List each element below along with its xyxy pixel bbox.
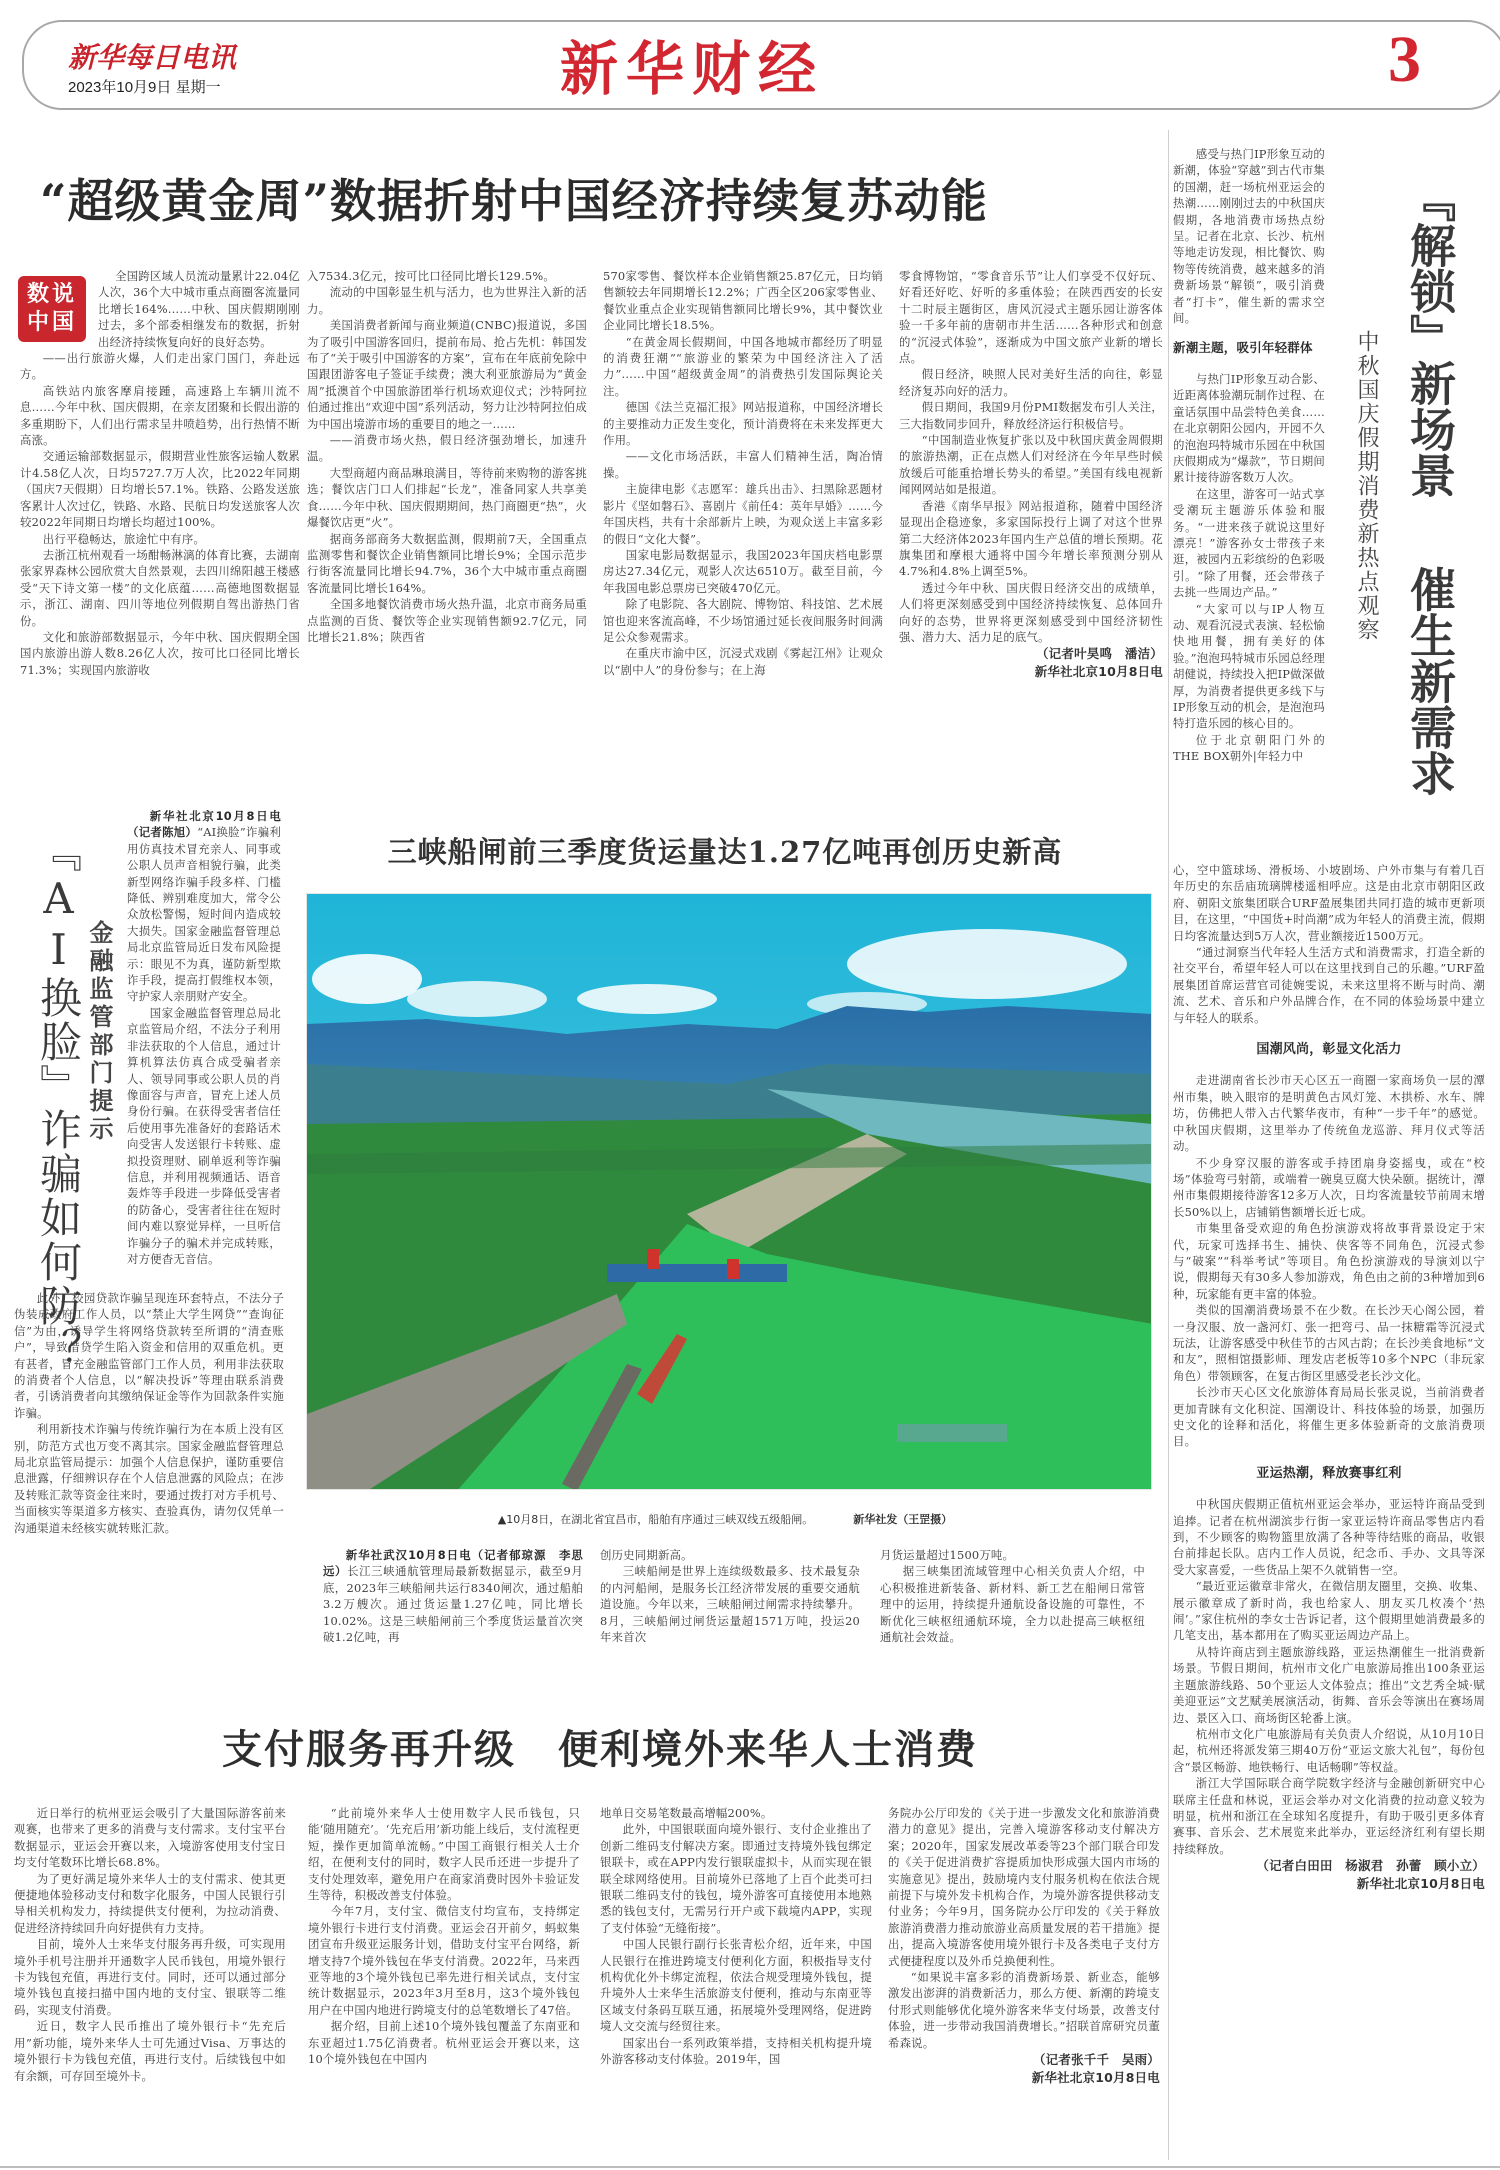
lead-col1-para: ——出行旅游火爆，人们走出家门国门，奔赴远方。 — [20, 351, 300, 382]
ai-story-wide — [14, 1290, 284, 1536]
lead-col3-para: ——文化市场活跃，丰富人们精神生活，陶冶情操。 — [603, 449, 883, 480]
right-section1-wide — [1173, 862, 1485, 1893]
payment-para: 地单日交易笔数最高增幅200%。 — [600, 1806, 773, 1820]
right-s2-para: 走进湖南省长沙市天心区五一商圈一家商场负一层的潭州市集，映入眼帘的是明黄色古风灯笼、木拱桥、水车、牌坊，仿佛把人带入古代繁华夜市，有种“一步千年”的感觉。中秋国庆假期，这里举办了传统鱼龙巡游、拜月仪式等活动。 — [1173, 1073, 1485, 1154]
ai-scam-title: 『AI换脸』诈骗如何防？ — [34, 830, 83, 1372]
photo-story-dateline: 新华社武汉10月8日电（记者郁琼源 李思远） — [323, 1548, 583, 1579]
right-s1-para: 与热门IP形象互动合影、近距离体验潮玩制作过程、在童话氛围中品尝特色美食……在北京朝阳公园内，开园不久的泡泡玛特城市乐园在中秋国庆假期成为“爆款”，节日期间累计接待游客数万人次。 — [1173, 371, 1325, 485]
issue-date: 2023年10月9日 星期一 — [68, 79, 221, 96]
right-s2-para: 类似的国潮消费场景不在少数。在长沙天心阁公园，着一身汉服、放一盏河灯、张一把弯弓、品一抹糖霜等沉浸式玩法，让游客感受中秋佳节的古风古韵；在长沙美食地标“文和友”，照相馆摄影师、理发店老板等10多个NPC（非玩家角色）带领顾客，在复古街区里感受老长沙文化。 — [1173, 1303, 1485, 1383]
lead-col2-para: 全国多地餐饮消费市场火热升温，北京市商务局重点监测的百货、餐饮等企业实现销售额92.7亿元，同比增长21.8%；陕西省 — [307, 597, 587, 644]
page-bottom-rule — [0, 2166, 1500, 2168]
right-story-subtitle: 中秋国庆假期消费新热点观察 — [1354, 330, 1379, 642]
lead-dateline: 新华社北京10月8日电 — [1034, 664, 1163, 680]
lead-col2-para: 据商务部商务大数据监测，假期前7天，全国重点监测零售和餐饮企业销售额同比增长9%；全国示范步行街客流量同比增长94.7%，36个大中城市重点商圈客流量同比增长164%。 — [307, 531, 587, 595]
lead-col3-para: “在黄金周长假期间，中国各地城市都经历了明显的消费狂潮”“旅游业的繁荣为中国经济注入了活力”……中国“超级黄金周”的消费热引发国际舆论关注。 — [603, 334, 883, 398]
three-gorges-photo — [306, 893, 1152, 1490]
lead-col1-para: 交通运输部数据显示，假期营业性旅客运输人数累计4.58亿人次，日均5727.7万人次，比2022年同期（国庆7天假期）日均增长57.1%。铁路、公路发送旅客累计人次过亿，铁路、水路、民航日均发送旅客人次较2022年同期日均增长均超过100%。 — [20, 449, 300, 530]
lead-col1-para: 文化和旅游部数据显示，今年中秋、国庆假期全国国内旅游出游人数8.26亿人次，按可比口径同比增长71.3%；实现国内旅游收 — [20, 629, 300, 677]
lead-col3-para: 主旋律电影《志愿军：雄兵出击》、扫黑除恶题材影片《坚如磐石》、喜剧片《前任4：英年早婚》……今年国庆档，共有十余部新片上映，为观众送上丰富多彩的假日“文化大餐”。 — [603, 482, 883, 546]
right-s3-para: 杭州市文化广电旅游局有关负责人介绍说，从10月10日起，杭州还将派发第三期40万份“亚运文旅大礼包”，每份包含“景区畅游、地铁畅行、电话畅聊”等权益。 — [1173, 1726, 1485, 1774]
right-story-title-bottom: 催生新需求 — [1403, 566, 1457, 796]
lead-col2-para: ——消费市场火热，假日经济强劲增长，加速升温。 — [307, 433, 587, 464]
lead-col2-para: 大型商超内商品琳琅满目，等待前来购物的游客挑选；餐饮店门口人们排起“长龙”，准备同家人共享美食……今年中秋、国庆假期期间，热门商圈更“热”，火爆餐饮店更“火”。 — [307, 465, 587, 530]
ai-para: “AI换脸”诈骗利用仿真技术冒充亲人、同事或公职人员声音相貌行骗，此类新型网络诈骗手段多样、门槛降低、辨别难度加大，常令公众放松警惕，短时间内造成较大损失。国家金融监督管理总局北京监管局近日发布风险提示：眼见不为真，谨防新型欺诈手段，提高打假维权本领，守护家人亲朋财产安全。 — [127, 825, 281, 1004]
payment-para: 务院办公厅印发的《关于进一步激发文化和旅游消费潜力的意见》提出，完善入境游客移动支付解决方案；2020年，国家发展改革委等23个部门联合印发的《关于促进消费扩容提质加快形成强大国内市场的实施意见》提出，鼓励境内支付服务机构在依法合规前提下与境外发卡机构合作，为境外游客提供移动支付业务；今年9月，国务院办公厅印发的《关于释放旅游消费潜力推动旅游业高质量发展的若干措施》提出，提高入境游客使用境外银行卡及各类电子支付方式便捷程度以及外币兑换便利性。 — [888, 1806, 1160, 1968]
photo-story-col3 — [880, 1547, 1145, 1645]
lead-col4-para: 香港《南华早报》网站报道称，随着中国经济显现出企稳迹象，多家国际投行上调了对这个世界第二大经济体2023年国内生产总值的增长预期。花旗集团和摩根大通将中国今年增长率预测分别从4.7%和4.8%上调至5%。 — [899, 498, 1163, 579]
payment-headline: 支付服务再升级 便利境外来华人士消费 — [222, 1726, 978, 1773]
payment-col4 — [888, 1805, 1160, 2087]
payment-para: 近日举行的杭州亚运会吸引了大量国际游客前来观赛，也带来了更多的消费与支付需求。支付宝平台数据显示，亚运会开赛以来，入境游客使用支付宝日均支付笔数环比增长68.8%。 — [14, 1806, 286, 1870]
lead-col1-para: 全国跨区域人员流动量累计22.04亿人次，36个大中城市重点商圈客流量同比增长164%……中秋、国庆假期刚刚过去，多个部委相继发布的数据，折射出经济持续恢复向好的良好态势。 — [98, 269, 300, 349]
lead-col4-para: 假日经济，映照人民对美好生活的向往，彰显经济复苏向好的活力。 — [899, 367, 1163, 398]
newspaper-brand: 新华每日电讯 — [68, 41, 237, 74]
ai-para: 国家金融监督管理总局北京监管局介绍，不法分子利用非法获取的个人信息，通过计算机算法仿真合成受骗者亲人、领导同事或公职人员的肖像面容与声音，冒充上述人员身份行骗。在获得受害者信任后使用事先准备好的套路话术向受害人发送银行卡转账、虚拟投资理财、刷单返利等诈骗信息，并利用视频通话、语音轰炸等手段进一步降低受害者的防备心，受害者往往在短时间内难以察觉异样，一旦听信诈骗分子的骗术并完成转账，对方便杳无音信。 — [127, 1005, 281, 1266]
photo-credit: 新华社发（王罡摄） — [853, 1513, 953, 1526]
payment-col3 — [600, 1805, 872, 2068]
photo-story-col1 — [323, 1547, 583, 1645]
photo-caption — [300, 1511, 1150, 1527]
payment-para: 今年7月，支付宝、微信支付均宣布，支持绑定境外银行卡进行支付消费。亚运会召开前夕，蚂蚁集团宣布升级亚运服务计划，借助支付宝平台网络，新增支持7个境外钱包在华支付消费。2022年，马来西亚等地的3个境外钱包已率先进行相关试点，支付宝统计数据显示，2023年3月至8月，这3个境外钱包用户在中国内地进行跨境支付的总笔数增长了47倍。 — [308, 1904, 580, 2017]
photo-story-para: 据三峡集团流域管理中心相关负责人介绍，中心积极推进新装备、新材料、新工艺在船闸日常管理中的运用，持续提升通航设备设施的可靠性，不断优化三峡枢纽通航环境，全力以赴提高三峡枢纽通航社会效益。 — [880, 1564, 1145, 1645]
right-s1-para: 在这里，游客可一站式享受潮玩主题游乐体验和服务。“一进来孩子就说这里好漂亮！”游客孙女士带孩子来逛，被园内五彩缤纷的色彩吸引。“除了用餐，还会带孩子去挑一些周边产品。” — [1173, 486, 1325, 600]
photo-story-col2 — [600, 1547, 860, 1645]
ai-para: 此外，校园贷款诈骗呈现连环套特点，不法分子伪装成政府工作人员，以“禁止大学生网贷”“查询征信”为由，诱导学生将网络贷款转至所谓的“清查账户”，导致借贷学生陷入资金和信用的双重危机。更有甚者，冒充金融监管部门工作人员，利用非法获取的消费者个人信息，以“解决投诉”等理由联系消费者，引诱消费者向其缴纳保证金等作为回款条件实施诈骗。 — [14, 1291, 284, 1420]
payment-para: 目前，境外人士来华支付服务再升级，可实现用境外手机号注册并开通数字人民币钱包，用境外银行卡为钱包充值，再进行支付。同时，还可以通过部分境外钱包直接扫描中国内地的支付宝、银联等二维码，实现支付消费。 — [14, 1937, 286, 2017]
right-intro-para: 感受与热门IP形象互动的新潮，体验“穿越”到古代市集的国潮，赶一场杭州亚运会的热潮……刚刚过去的中秋国庆假期，各地消费市场热点纷呈。记者在北京、长沙、杭州等地走访发现，相比餐饮、购物等传统消费，越来越多的消费新场景“解锁”，吸引消费者“打卡”，催生新的需求空间。 — [1173, 147, 1325, 326]
page-number: 3 — [1388, 23, 1421, 96]
right-s3-para: 浙江大学国际联合商学院数字经济与金融创新研究中心联席主任盘和林说，亚运会举办对文化消费的拉动意义较为明显，杭州和浙江在全球知名度提升，有助于吸引更多体育赛事、音乐会、艺术展览来此举办，亚运经济红利有望长期持续释放。 — [1173, 1776, 1485, 1856]
ai-dateline: 新华社北京10月8日电（记者陈旭） — [127, 809, 281, 840]
payment-para: “此前境外来华人士使用数字人民币钱包，只能‘随用随充’。‘先充后用’新功能上线后，支付流程更短，操作更加简单流畅。”中国工商银行相关人士介绍，在便利支付的同时，数字人民币还进一步提升了支付处理效率，避免用户在商家消费时因外卡验证发生等待，积极改善支付体验。 — [308, 1806, 580, 1903]
photo-story-para: 长江三峡通航管理局最新数据显示，截至9月底，2023年三峡船闸共运行8340闸次，通过船舶3.2万艘次。通过货运量1.27亿吨，同比增长10.02%。这是三峡船闸前三个季度货运量首次突破1.2亿吨，再 — [323, 1564, 584, 1645]
payment-para: “如果说丰富多彩的消费新场景、新业态，能够激发出澎湃的消费新活力，那么方便、新潮的跨境支付形式则能够优化境外游客来华支付场景，改善支付体验，进一步带动我国消费增长。”招联首席研究员董希森说。 — [888, 1970, 1160, 2050]
payment-para: 此外，中国银联面向境外银行、支付企业推出了创新二维码支付解决方案。即通过支持境外钱包绑定银联卡，或在APP内发行银联虚拟卡，从而实现在银联全球网络使用。目前境外已落地了上百个此类可扫银联二维码支付的钱包，境外游客可直接使用本地熟悉的钱包支付，无需另行开户或下载境内APP，实现了支付体验“无缝衔接”。 — [600, 1822, 872, 1935]
lead-col4-para: 假日期间，我国9月份PMI数据发布引人关注，三大指数同步回升，释放经济运行积极信号。 — [899, 400, 1163, 431]
lead-col3-para: 德国《法兰克福汇报》网站报道称，中国经济增长的主要推动力正发生变化，预计消费将在未来发挥更大作用。 — [603, 400, 883, 448]
section2-heading: 国潮风尚，彰显文化活力 — [1256, 1042, 1402, 1058]
lead-col1-para: 高铁站内旅客摩肩接踵，高速路上车辆川流不息……今年中秋、国庆假期，在亲友团聚和长假出游的多重期盼下，人们出行需求呈井喷趋势，出行热情不断高涨。 — [20, 383, 300, 448]
caption-text: ▲10月8日，在湖北省宜昌市，船舶有序通过三峡双线五级船闸。 — [497, 1513, 814, 1526]
ai-story-narrow — [127, 808, 281, 1267]
right-s1-para: 位于北京朝阳门外的THE BOX朝外|年轻力中 — [1173, 732, 1325, 764]
lead-col2-para: 美国消费者新闻与商业频道(CNBC)报道说，多国为了吸引中国游客回归，提前布局、抢占先机：韩国发布了“关于吸引中国游客的方案”，宣布在年底前免除中国跟团游客电子签证手续费；澳大利亚旅游局为“黄金周”抵澳首个中国旅游团举行机场欢迎仪式；沙特阿拉伯通过推出“欢迎中国”系列活动，努力让沙特阿拉伯成为中国出境游市场的重要目的地之一…… — [307, 318, 587, 431]
photo-story-para: 创历史同期新高。 — [600, 1548, 693, 1562]
ai-para: 利用新技术诈骗与传统诈骗行为在本质上没有区别，防范方式也万变不离其宗。国家金融监督管理总局北京监管局提示：加强个人信息保护，谨防重要信息泄露，仔细辨识存在个人信息泄露的风险点；在涉及转账汇款等资金往来时，要通过拨打对方手机号、当面核实等渠道多方核实、查验真伪，请勿仅凭单一沟通渠道未经核实就转账汇款。 — [14, 1422, 284, 1535]
section-title: 新华财经 — [560, 35, 825, 103]
right-s3-para: 中秋国庆假期正值杭州亚运会举办，亚运特许商品受到追捧。记者在杭州湖滨步行街一家亚运特许商品零售店内看到，不少顾客的购物篮里放满了各种等待结账的商品，收银台前排起长队。店内工作人员说，纪念币、手办、文具等深受大家喜爱，一些货品上架不久就销售一空。 — [1173, 1497, 1485, 1577]
right-column-divider — [1168, 130, 1169, 2160]
lead-column-2 — [307, 268, 587, 645]
right-s1-para: “通过洞察当代年轻人生活方式和消费需求，打造全新的社交平台，希望年轻人可以在这里找到自己的乐趣。”URF盈展集团首席运营官司徒婉雯说，未来这里将不断与时尚、潮流、艺术、音乐和户外品牌合作，在不同的体验场景中建立与年轻人的联系。 — [1173, 945, 1485, 1025]
lead-col1-para: 去浙江杭州观看一场酣畅淋漓的体育比赛，去湖南张家界森林公园欣赏大自然景观，去四川绵阳越王楼感受“天下诗文第一楼”的文化底蕴……高德地图数据显示，浙江、湖南、四川等地位列假期自驾出游热门省份。 — [20, 547, 300, 628]
right-s2-para: 不少身穿汉服的游客或手持团扇身姿摇曳，或在“校场”体验弯弓射箭，或端着一碗臭豆腐大快朵颐。据统计，潭州市集假期接待游客12多万人次，日均客流量较节前周末增长50%以上，店铺销售额增长近七成。 — [1173, 1155, 1485, 1219]
lead-col2-para: 流动的中国彰显生机与活力，也为世界注入新的活力。 — [307, 285, 587, 316]
lead-column-1 — [20, 268, 300, 678]
lead-col3-para: 除了电影院、各大剧院、博物馆、科技馆、艺术展馆也迎来客流高峰，不少场馆通过延长夜间服务时间满足公众参观需求。 — [603, 597, 883, 644]
lead-column-4 — [899, 268, 1163, 681]
right-s3-para: “最近亚运徽章非常火，在微信朋友圈里，交换、收集、展示徽章成了新时尚，我也给家人、朋友买几枚凑个‘热闹’。”家住杭州的李女士告诉记者，这个假期里她消费最多的几笔支出，基本都用在了购买亚运周边产品上。 — [1173, 1579, 1485, 1643]
lead-col4-para: 透过今年中秋、国庆假日经济交出的成绩单，人们将更深刻感受到中国经济持续恢复、总体回升向好的态势，世界将更深刻感受到中国经济韧性强、潜力大、活力足的底气。 — [899, 580, 1163, 644]
payment-dateline: 新华社北京10月8日电 — [1031, 2070, 1160, 2086]
right-s1-para: “大家可以与IP人物互动、观看沉浸式表演、轻松愉快地用餐，拥有美好的体验。”泡泡玛特城市乐园总经理胡健说，持续投入把IP做深做厚，为消费者提供更多线下与IP形象互动的机会，是泡泡玛特打造乐园的核心目的。 — [1173, 601, 1325, 731]
lead-col3-para: 国家电影局数据显示，我国2023年国庆档电影票房达27.34亿元，观影人次达6510万。截至目前，今年我国电影总票房已突破470亿元。 — [603, 547, 883, 595]
lead-byline: （记者叶昊鸣 潘洁） — [1035, 646, 1163, 662]
lead-col4-para: 零食博物馆，“零食音乐节”让人们享受不仅好玩、好看还好吃、好听的多重体验；在陕西西安的长安十二时辰主题街区，唐风沉浸式主题乐园让游客体验一千多年前的唐朝市井生活……各种形式和创意的“沉浸式体验”，逐渐成为中国文旅产业新的增长点。 — [899, 269, 1163, 366]
section3-heading: 亚运热潮，释放赛事红利 — [1256, 1465, 1402, 1481]
right-s2-para: 长沙市天心区文化旅游体育局局长张灵说，当前消费者更加青睐有文化积淀、国潮设计、科技体验的场景，加强历史文化的诠释和活化，将催生更多体验新奇的文旅消费项目。 — [1173, 1385, 1485, 1449]
section1-heading: 新潮主题，吸引年轻群体 — [1173, 340, 1313, 356]
photo-story-para: 三峡船闸是世界上连续级数最多、技术最复杂的内河船闸，是服务长江经济带发展的重要交通航道设施。今年以来，三峡船闸过闸需求持续攀升。8月，三峡船闸过闸货运量超1571万吨，投运20年来首次 — [600, 1564, 860, 1645]
right-s1-para: 心，空中篮球场、滑板场、小坡剧场、户外市集与有着几百年历史的东岳庙琉璃牌楼遥相呼应。这是由北京市朝阳区政府、朝阳文旅集团联合URF盈展集团共同打造的城市更新项目，在这里，“中国货+时尚潮”成为年轻人的消费主流，假期日均客流量达到5万人次，营业额接近1500万元。 — [1173, 863, 1485, 943]
lead-col3-para: 570家零售、餐饮样本企业销售额25.87亿元，日均销售额较去年同期增长12.2%；广西全区206家零售业、餐饮业重点企业实现销售额同比增长9%，其中餐饮业企业同比增长18.5%。 — [603, 269, 883, 333]
payment-para: 近日，数字人民币推出了境外银行卡“先充后用”新功能，境外来华人士可先通过Visa、万事达的境外银行卡为钱包充值，再进行支付。后续钱包中如有余额，可存回至境外卡。 — [14, 2019, 286, 2083]
payment-para: 国家出台一系列政策举措，支持相关机构提升境外游客移动支付体验。2019年，国 — [600, 2035, 872, 2067]
ai-scam-subtitle: 金融监管部门提示 — [85, 920, 113, 1144]
payment-col1 — [14, 1805, 286, 2084]
payment-para: 为了更好满足境外来华人士的支付需求、使其更便捷地体验移动支付和数字化服务，中国人民银行引导相关机构发力，持续提供支付便利，为拉动消费、促进经济持续回升向好提供有力支持。 — [14, 1871, 286, 1935]
photo-story-para: 月货运量超过1500万吨。 — [880, 1548, 1015, 1562]
lead-col2-para: 入7534.3亿元，按可比口径同比增长129.5%。 — [307, 269, 555, 283]
payment-para: 据介绍，目前上述10个境外钱包覆盖了东南亚和东亚超过1.75亿消费者。杭州亚运会开赛以来，这10个境外钱包在中国内 — [308, 2019, 580, 2067]
lead-col3-para: 在重庆市渝中区，沉浸式戏剧《雾起江州》让观众以“剧中人”的身份参与；在上海 — [603, 646, 883, 677]
payment-para: 中国人民银行副行长张青松介绍，近年来，中国人民银行在推进跨境支付便利化方面，积极指导支付机构优化外卡绑定流程，依法合规受理境外钱包，提升境外人士来华生活旅游支付便利，推动与东南亚等区域支付条码互联互通，拓展境外受理网络，促进跨境人文交流与经贸往来。 — [600, 1937, 872, 2034]
right-dateline: 新华社北京10月8日电 — [1356, 1876, 1485, 1892]
right-byline: （记者白田田 杨淑君 孙蕾 顾小立） — [1256, 1858, 1485, 1874]
photo-story-headline: 三峡船闸前三季度货运量达1.27亿吨再创历史新高 — [387, 835, 1063, 869]
stamp-text: 数说中国 — [26, 281, 77, 335]
payment-col2 — [308, 1805, 580, 2068]
lead-col1-para: 出行平稳畅达，旅途忙中有序。 — [42, 531, 206, 546]
ship-lock-aerial-image — [307, 894, 1152, 1490]
lead-column-3 — [603, 268, 883, 678]
lead-headline: “超级黄金周”数据折射中国经济持续复苏动能 — [40, 174, 988, 228]
payment-byline: （记者张千千 吴雨） — [1032, 2052, 1160, 2068]
right-story-title-top: 『解锁』新场景 — [1403, 176, 1457, 498]
right-s2-para: 市集里备受欢迎的角色扮演游戏将故事背景设定于宋代，玩家可选择书生、捕快、侠客等不同角色，沉浸式参与“破案”“科举考试”等项目。角色扮演游戏的导演刘以宁说，假期每天有30多人参加游戏，角色由之前的3种增加到6种，玩家能有更丰富的体验。 — [1173, 1221, 1485, 1301]
lead-col4-para: “中国制造业恢复扩张以及中秋国庆黄金周假期的旅游热潮，正在点燃人们对经济在今年早些时候放缓后可能重拾增长势头的希望。”美国有线电视新闻网网站如是报道。 — [899, 433, 1163, 497]
right-intro — [1173, 146, 1325, 765]
right-s3-para: 从特许商店到主题旅游线路，亚运热潮催生一批消费新场景。节假日期间，杭州市文化广电旅游局推出100条亚运主题旅游线路、50个亚运人文体验点；推出“文艺秀全城·赋美迎亚运”文艺赋美展演活动，街舞、音乐会等演出在赛场周边、景区入口、商场街区轮番上演。 — [1173, 1644, 1485, 1725]
